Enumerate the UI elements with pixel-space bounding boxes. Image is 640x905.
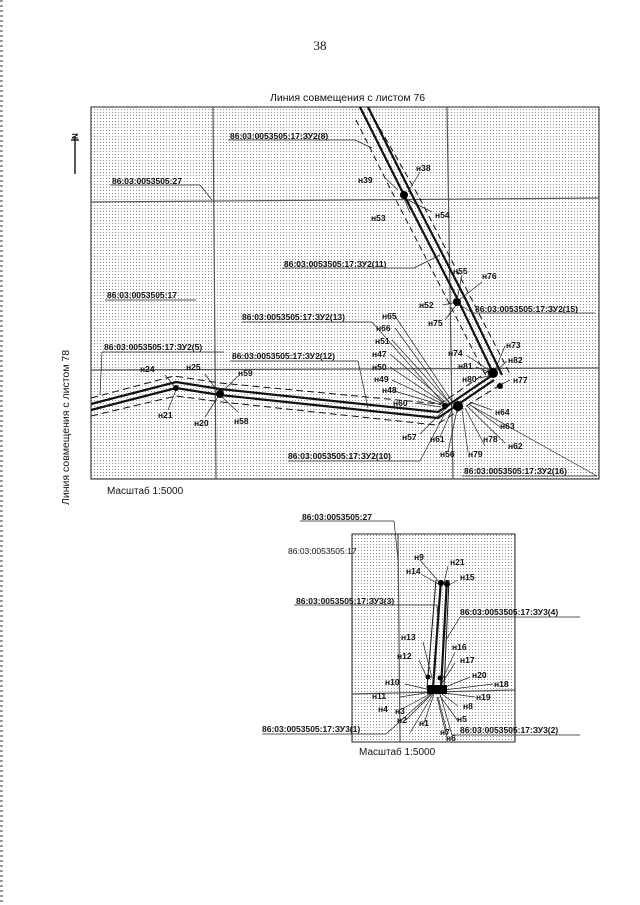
point-label: н10	[385, 677, 400, 687]
map1-scale: Масштаб 1:5000	[107, 486, 184, 497]
parcel-label: 86:03:0053505:17:ЗУ2(10)	[288, 451, 391, 461]
point-label: н3	[395, 706, 405, 716]
point-label: н6	[446, 733, 456, 743]
parcel-label: 86:03:0053505:17:ЗУ2(8)	[230, 131, 329, 141]
point-label: н76	[482, 271, 497, 281]
point-label: н16	[452, 642, 467, 652]
parcel-label: 86:03:0053505:17:ЗУ3(3)	[296, 596, 395, 606]
point-label: н55	[453, 266, 468, 276]
point-label: н20	[472, 670, 487, 680]
point-label: н60	[393, 398, 408, 408]
point-label: н78	[483, 434, 498, 444]
parcel-label: 86:03:0053505:17:ЗУ3(1)	[262, 724, 361, 734]
map2-frame	[352, 534, 515, 742]
parcel-label: 86:03:0053505:17:ЗУ3(2)	[460, 725, 559, 735]
point-label: н63	[500, 421, 515, 431]
point-label: н49	[374, 374, 389, 384]
point-label: н82	[508, 355, 523, 365]
point-label: н59	[238, 368, 253, 378]
parcel-label: 86:03:0053505:17	[107, 290, 177, 300]
point-label: н61	[430, 434, 445, 444]
point-label: н80	[462, 374, 477, 384]
point-label: н5	[457, 714, 467, 724]
point-label: н47	[372, 349, 387, 359]
point-label: н20	[194, 418, 209, 428]
point-label: н58	[234, 416, 249, 426]
parcel-label: 86:03:0053505:17:ЗУ3(4)	[460, 607, 559, 617]
point-label: н21	[450, 557, 465, 567]
map1-title-left: Линия совмещения с листом 78	[60, 349, 72, 505]
point-label: н19	[476, 692, 491, 702]
point-label: н62	[508, 441, 523, 451]
point-label: н7	[440, 727, 450, 737]
point-label: н38	[416, 163, 431, 173]
point-label: н2	[397, 715, 407, 725]
parcel-label: 86:03:0053505:17	[288, 546, 357, 556]
parcel-label: 86:03:0053505:27	[302, 512, 372, 522]
map1-title-top: Линия совмещения с листом 76	[270, 92, 426, 104]
point-label: н9	[414, 552, 424, 562]
point-label: н39	[358, 175, 373, 185]
point-label: н73	[506, 340, 521, 350]
point-label: н57	[402, 432, 417, 442]
parcel-label: 86:03:0053505:17:ЗУ2(15)	[475, 304, 578, 314]
point-label: н14	[406, 566, 421, 576]
point-label: н12	[397, 651, 412, 661]
parcel-label: 86:03:0053505:27	[112, 176, 182, 186]
north-label: N	[71, 133, 80, 139]
point-label: н18	[494, 679, 509, 689]
point-label: н24	[140, 364, 155, 374]
point-label: н50	[372, 362, 387, 372]
parcel-label: 86:03:0053505:17:ЗУ2(16)	[464, 466, 567, 476]
point-label: н25	[186, 362, 201, 372]
point-label: н53	[371, 213, 386, 223]
page-number: 38	[313, 38, 327, 53]
point-label: н52	[419, 300, 434, 310]
parcel-label: 86:03:0053505:17:ЗУ2(13)	[242, 312, 345, 322]
point-label: н75	[428, 318, 443, 328]
point-label: н77	[513, 375, 528, 385]
point-label: н48	[382, 385, 397, 395]
parcel-label: 86:03:0053505:17:ЗУ2(12)	[232, 351, 335, 361]
point-label: н17	[460, 655, 475, 665]
point-label: н81	[458, 361, 473, 371]
point-label: н65	[382, 311, 397, 321]
point-label: н74	[448, 348, 463, 358]
point-label: н15	[460, 572, 475, 582]
north-arrow	[71, 136, 79, 174]
map2-scale: Масштаб 1:5000	[359, 747, 436, 758]
point-label: н11	[372, 691, 387, 701]
point-label: н66	[376, 323, 391, 333]
point-label: н8	[463, 701, 473, 711]
point-label: н51	[375, 336, 390, 346]
point-label: н56	[440, 449, 455, 459]
parcel-label: 86:03:0053505:17:ЗУ2(11)	[284, 259, 387, 269]
parcel-label: 86:03:0053505:17:ЗУ2(5)	[104, 342, 203, 352]
point-label: н13	[401, 632, 416, 642]
point-label: н64	[495, 407, 510, 417]
point-label: н4	[378, 704, 388, 714]
point-label: н79	[468, 449, 483, 459]
point-label: н1	[419, 718, 429, 728]
point-label: н21	[158, 410, 173, 420]
point-label: н54	[435, 210, 450, 220]
